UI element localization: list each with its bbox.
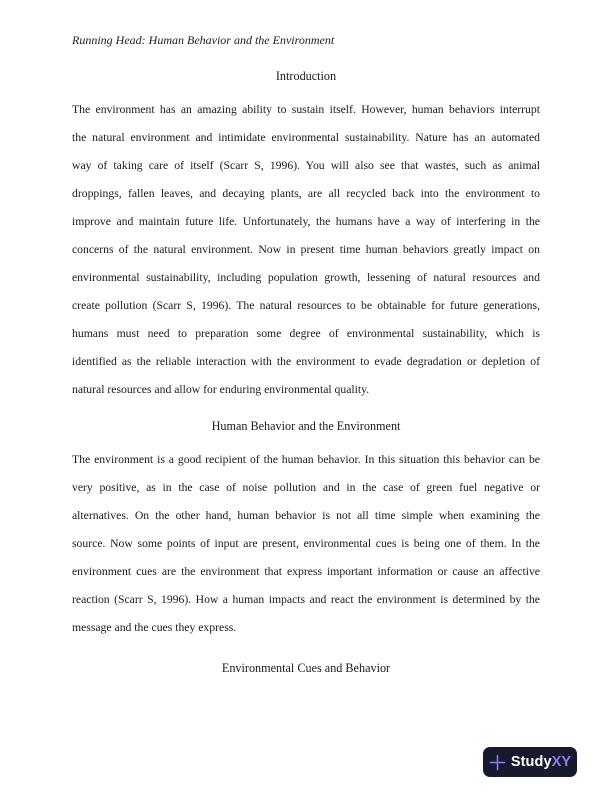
section-heading-introduction: Introduction — [275, 69, 337, 83]
text-line: environment cues are the environment that express important information or cause an affective — [72, 565, 540, 578]
studyxy-watermark-badge[interactable] — [483, 747, 577, 777]
text-line: concerns of the natural environment. Now in present time human behaviors greatly impact on — [72, 243, 540, 256]
text-line: identified as the reliable interaction with the environment to evade degradation or depletion of — [72, 355, 540, 368]
text-line: humans must need to preparation some degree of environmental sustainability, which is — [72, 327, 540, 340]
brand-text-xy: XY — [551, 754, 572, 770]
text-line: The environment has an amazing ability to sustain itself. However, human behaviors interrupt — [72, 103, 540, 116]
text-line: alternatives. On the other hand, human behavior is not all time simple when examining the — [72, 509, 540, 522]
text-line: create pollution (Scarr S, 1996). The natural resources to be obtainable for future generations, — [72, 299, 540, 312]
text-line: improve and maintain future life. Unfortunately, the humans have a way of interfering in the — [72, 215, 540, 228]
text-line: natural resources and allow for enduring environmental quality. — [72, 383, 370, 396]
text-line: very positive, as in the case of noise pollution and in the case of green fuel negative or — [72, 481, 540, 494]
text-line: the natural environment and intimidate environmental sustainability. Nature has an automated — [72, 131, 540, 144]
text-line: way of taking care of itself (Scarr S, 1996). You will also see that wastes, such as animal — [72, 159, 540, 172]
section-heading-environmental-cues: Environmental Cues and Behavior — [221, 661, 391, 675]
running-head: Running Head: Human Behavior and the Environment — [72, 33, 335, 47]
paragraph-human-behavior — [72, 446, 540, 642]
plus-icon — [489, 754, 506, 771]
brand-text — [511, 754, 571, 770]
section-heading-human-behavior: Human Behavior and the Environment — [211, 419, 401, 433]
paragraph-introduction — [72, 96, 540, 404]
text-line: reaction (Scarr S, 1996). How a human impacts and react the environment is determined by the — [72, 593, 540, 606]
text-line: source. Now some points of input are present, environmental cues is being one of them. In the — [72, 537, 540, 550]
text-line: message and the cues they express. — [72, 621, 237, 634]
text-line: environmental sustainability, including population growth, lessening of natural resources and — [72, 271, 540, 284]
text-line: droppings, fallen leaves, and decaying plants, are all recycled back into the environment to — [72, 187, 540, 200]
brand-text-study: Study — [510, 754, 552, 770]
text-line: The environment is a good recipient of the human behavior. In this situation this behavior can be — [72, 453, 540, 466]
